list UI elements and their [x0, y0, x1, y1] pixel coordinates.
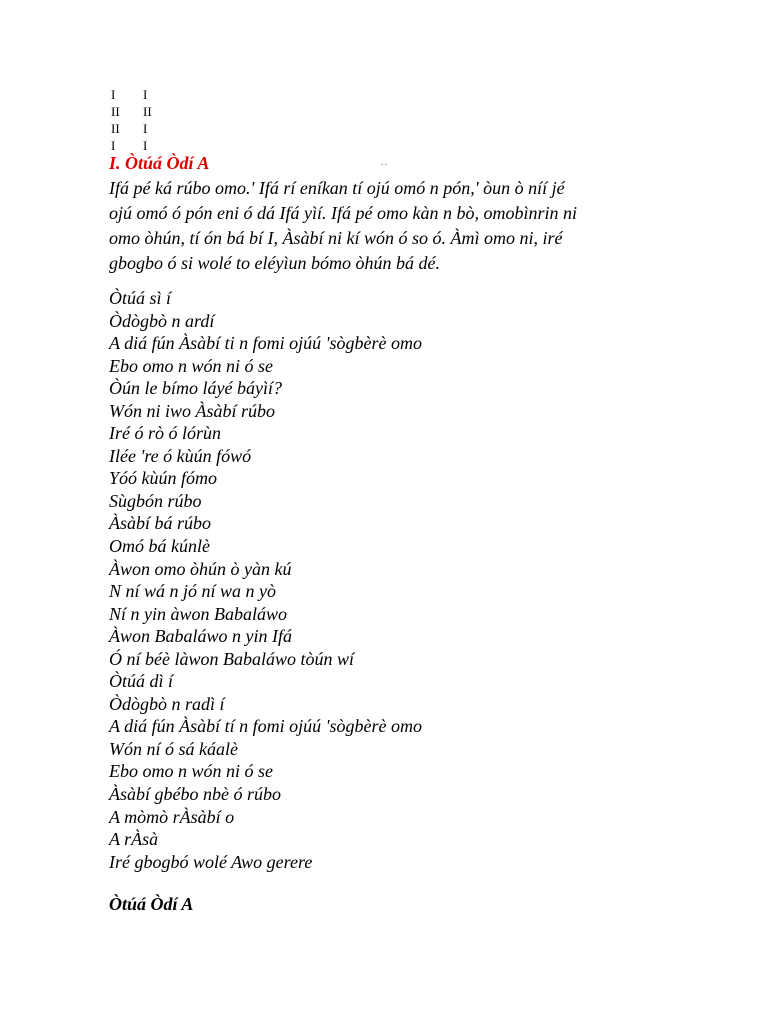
verse-line: A diá fún Àsàbí tí n fomi ojúú 'sògbèrè omo — [109, 716, 423, 737]
odu-mark-row — [111, 103, 152, 120]
odu-mark-left: II — [111, 121, 120, 136]
verse-line: Iré gbogbó wolé Awo gerere — [109, 851, 313, 872]
verse-line: Yóó kùún fómo — [109, 468, 217, 489]
intro-line: gbogbo ó si wolé to eléyìun bómo òhún bá dé. — [109, 253, 440, 273]
verse-line: Ó ní béè làwon Babaláwo tòún wí — [109, 648, 354, 669]
stray-marks: . . — [381, 158, 387, 167]
verse-line: Òtúá dì í — [109, 671, 174, 692]
odu-mark-row — [111, 86, 152, 103]
verse-line: Wón ni iwo Àsàbí rúbo — [109, 400, 276, 421]
next-section-heading: Òtúá Òdí A — [109, 894, 194, 914]
verse-line: Àsàbí bá rúbo — [109, 513, 212, 534]
section-heading: I. Òtúá Òdí A — [109, 153, 210, 173]
verse-line: Omó bá kúnlè — [109, 536, 210, 557]
verse-line: A mòmò rÀsàbí o — [109, 806, 235, 827]
odu-mark-row — [111, 120, 152, 137]
odu-mark-right: I — [143, 138, 148, 153]
verse-line: A diá fún Àsàbí ti n fomi ojúú 'sògbèrè omo — [109, 333, 423, 354]
intro-paragraph — [109, 176, 669, 276]
intro-line: ojú omó ó pón eni ó dá Ifá yìí. Ifá pé omo kàn n bò, omobìnrin ni — [109, 203, 577, 223]
verse-line: Òtúá sì í — [109, 288, 172, 308]
odu-mark-row — [111, 137, 152, 154]
verse-line: Ebo omo n wón ni ó se — [109, 355, 273, 376]
verse-line: Àsàbí gbébo nbè ó rúbo — [109, 784, 281, 805]
verse-line: Òdògbò n radì í — [109, 693, 225, 714]
verse-line: Àwon Babaláwo n yin Ifá — [109, 626, 292, 647]
verse-line: N ní wá n jó ní wa n yò — [109, 581, 277, 602]
verse-line: Ilée 're ó kùún fówó — [109, 445, 252, 466]
odu-mark-left: II — [111, 104, 120, 119]
verse-line: Òdògbò n ardí — [109, 310, 215, 331]
intro-line: Ifá pé ká rúbo omo.' Ifá rí eníkan tí ojú omó n pón,' òun ò níí jé — [109, 178, 565, 198]
verse-line: Wón ní ó sá káalè — [109, 738, 238, 759]
verse-line: Sùgbón rúbo — [109, 490, 202, 511]
verse-line: Àwon omo òhún ò yàn kú — [109, 558, 292, 579]
verse-block — [109, 287, 422, 873]
verse-line: Òún le bímo láyé báyìí? — [109, 378, 282, 399]
odu-mark-left: I — [111, 87, 116, 102]
odu-mark-right: I — [143, 121, 148, 136]
intro-line: omo òhún, tí ón bá bí I, Àsàbí ni kí wón ó so ó. Àmì omo ni, iré — [109, 228, 563, 248]
verse-line: Ní n yin àwon Babaláwo — [109, 603, 288, 624]
verse-line: Iré ó rò ó lórùn — [109, 423, 221, 444]
verse-line: A rÀsà — [109, 829, 159, 850]
odu-marks — [111, 86, 152, 154]
odu-mark-right: II — [143, 104, 152, 119]
odu-mark-right: I — [143, 87, 148, 102]
verse-line: Ebo omo n wón ni ó se — [109, 761, 273, 782]
odu-mark-left: I — [111, 138, 116, 153]
